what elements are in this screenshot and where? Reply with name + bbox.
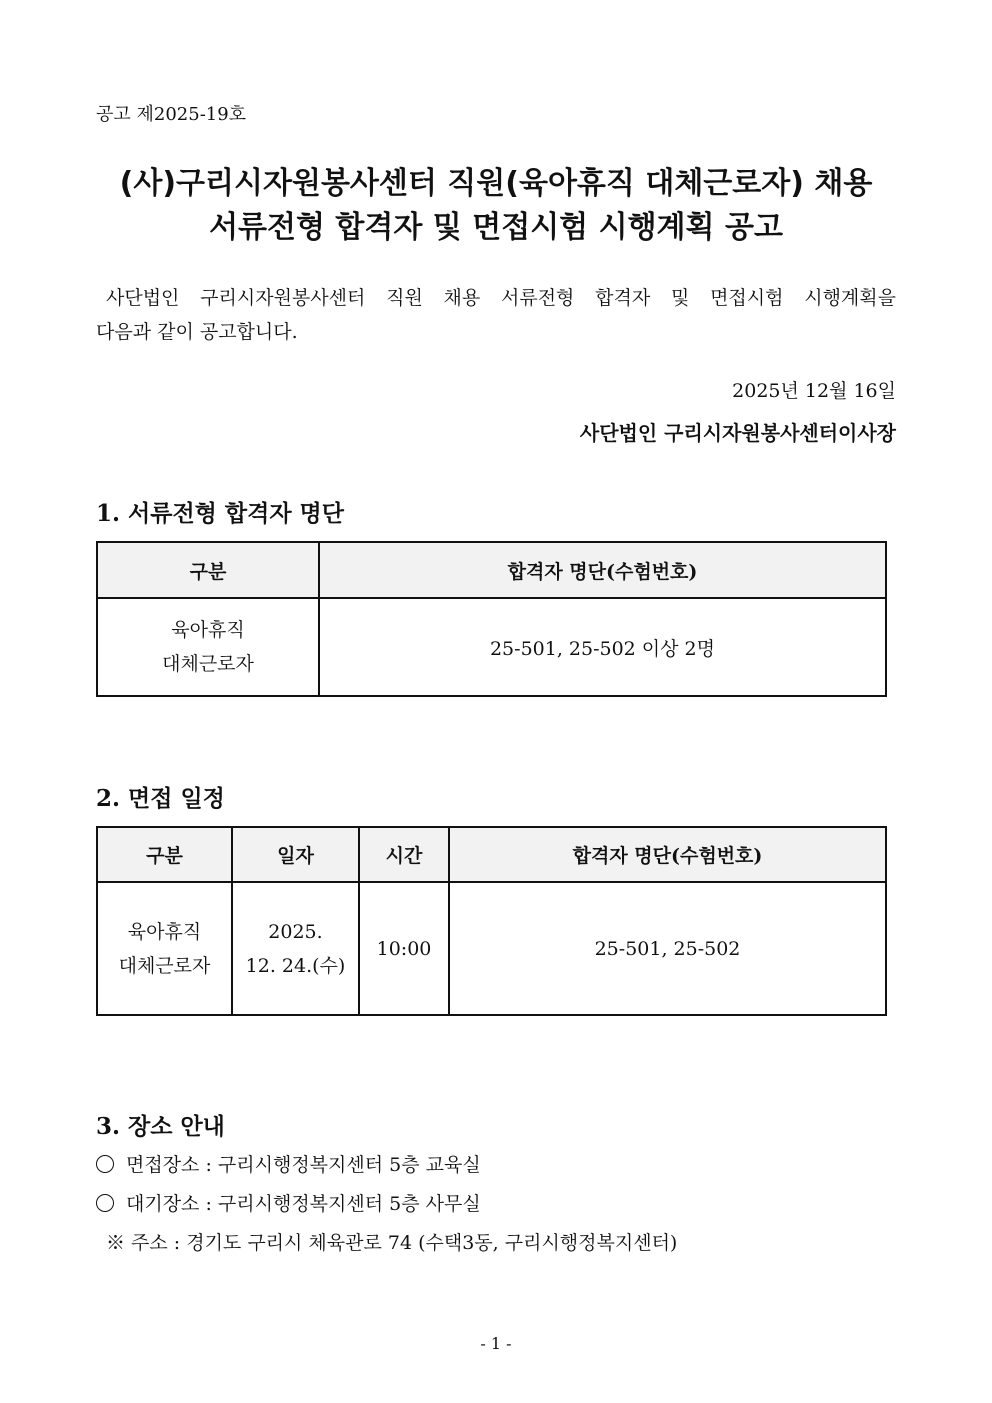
time-cell: 10:00: [359, 882, 449, 1015]
section-3-heading: 3. 장소 안내: [96, 1113, 225, 1140]
table-row: [97, 598, 886, 696]
waiting-place-text: 대기장소 : 구리시행정복지센터 5층 사무실: [126, 1193, 481, 1215]
interview-place-item: [96, 1150, 481, 1177]
section-1-heading: 1. 서류전형 합격자 명단: [96, 500, 344, 527]
category-cell: [97, 598, 319, 696]
address-note: ※ 주소 : 경기도 구리시 체육관로 74 (수택3동, 구리시행정복지센터): [106, 1232, 678, 1254]
date-line-1: 2025.: [268, 920, 323, 943]
category-cell: [97, 882, 232, 1015]
date-line-2: 12. 24.(수): [245, 954, 346, 977]
title-line-1: (사)구리시자원봉사센터 직원(육아휴직 대체근로자) 채용: [119, 166, 873, 201]
issuer: 사단법인 구리시자원봉사센터이사장: [579, 421, 896, 445]
table-header-row: [97, 827, 886, 882]
header-date: 일자: [232, 827, 359, 882]
header-category: 구분: [97, 542, 319, 598]
passers-cell: 25-501, 25-502 이상 2명: [319, 598, 886, 696]
passers-table: [96, 541, 887, 697]
section-2-heading: 2. 면접 일정: [96, 785, 225, 812]
interview-schedule-table: [96, 826, 887, 1016]
table-row: [97, 882, 886, 1015]
notice-date: 2025년 12월 16일: [732, 380, 896, 402]
title-line-2: 서류전형 합격자 및 면접시험 시행계획 공고: [209, 210, 783, 245]
header-time: 시간: [359, 827, 449, 882]
circle-bullet-icon: [96, 1155, 114, 1173]
circle-bullet-icon: [96, 1194, 114, 1212]
page-number: - 1 -: [480, 1334, 512, 1353]
header-passers: 합격자 명단(수험번호): [449, 827, 886, 882]
intro-paragraph: [96, 281, 896, 349]
passers-cell: 25-501, 25-502: [449, 882, 886, 1015]
category-line-1: 육아휴직: [171, 619, 245, 641]
category-line-2: 대체근로자: [162, 653, 254, 675]
header-category: 구분: [97, 827, 232, 882]
notice-number: 공고 제2025-19호: [96, 104, 247, 125]
category-line-1: 육아휴직: [127, 920, 202, 943]
waiting-place-item: [96, 1189, 481, 1216]
intro-line-2: 다음과 같이 공고합니다.: [96, 321, 298, 343]
header-passers: 합격자 명단(수험번호): [319, 542, 886, 598]
interview-place-text: 면접장소 : 구리시행정복지센터 5층 교육실: [126, 1154, 481, 1176]
category-line-2: 대체근로자: [118, 954, 211, 977]
intro-line-1: 사단법인 구리시자원봉사센터 직원 채용 서류전형 합격자 및 면접시험 시행계획을: [106, 287, 896, 309]
date-cell: [232, 882, 359, 1015]
table-header-row: [97, 542, 886, 598]
